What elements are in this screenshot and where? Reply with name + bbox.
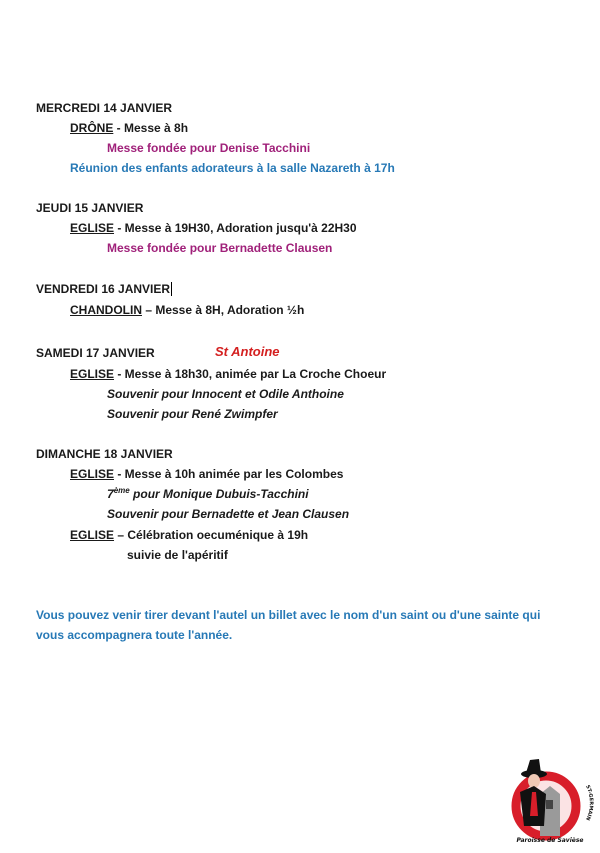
- wednesday-mass: [70, 121, 188, 135]
- saturday-mass-detail: - Messe à 18h30, animée par La Croche Choeur: [114, 367, 387, 381]
- sunday-mass-detail: - Messe à 10h animée par les Colombes: [114, 467, 344, 481]
- logo-top-text: ST-GERMAIN: [584, 784, 594, 822]
- day-header-friday: [36, 282, 172, 296]
- footer-note-line-1: Vous pouvez venir tirer devant l'autel un billet avec le nom d'un saint ou d'une sainte qui: [36, 608, 541, 622]
- thursday-intention: Messe fondée pour Bernadette Clausen: [107, 241, 333, 255]
- footer-note-line-2: vous accompagnera toute l'année.: [36, 628, 233, 642]
- day-header-wednesday: MERCREDI 14 JANVIER: [36, 101, 173, 115]
- day-header-friday-text: VENDREDI 16 JANVIER: [36, 282, 171, 296]
- thursday-mass-detail: - Messe à 19H30, Adoration jusqu'à 22H30: [114, 221, 357, 235]
- thursday-mass: [70, 221, 357, 235]
- seventh-text: pour Monique Dubuis-Tacchini: [129, 487, 309, 501]
- saturday-souvenir-1: Souvenir pour Innocent et Odile Anthoine: [107, 387, 344, 401]
- place-eglise: EGLISE: [70, 221, 115, 235]
- day-header-thursday: JEUDI 15 JANVIER: [36, 201, 144, 215]
- friday-mass: [70, 303, 304, 317]
- day-header-sunday: DIMANCHE 18 JANVIER: [36, 447, 173, 461]
- place-chandolin: CHANDOLIN: [70, 303, 142, 317]
- sunday-celebration-aperitif: suivie de l'apéritif: [127, 548, 228, 562]
- sunday-souvenir: Souvenir pour Bernadette et Jean Clausen: [107, 507, 350, 521]
- saturday-souvenir-2: Souvenir pour René Zwimpfer: [107, 407, 278, 421]
- seventh-number: 7: [107, 487, 114, 501]
- saint-of-day: St Antoine: [215, 344, 280, 359]
- saint-face: [528, 774, 540, 788]
- place-eglise: EGLISE: [70, 467, 115, 481]
- saint-hat-icon: [526, 759, 541, 773]
- logo-bottom-text: Paroisse de Savièse: [516, 837, 584, 844]
- sunday-mass: [70, 467, 343, 481]
- tower-window-icon: [546, 800, 553, 809]
- day-header-saturday: SAMEDI 17 JANVIER: [36, 346, 155, 360]
- wednesday-note: Réunion des enfants adorateurs à la salle Nazareth à 17h: [70, 161, 395, 175]
- seventh-suffix: ème: [113, 486, 130, 495]
- place-drone: DRÔNE: [70, 121, 114, 135]
- sunday-celebration: [70, 528, 308, 542]
- place-eglise: EGLISE: [70, 367, 115, 381]
- wednesday-intention: Messe fondée pour Denise Tacchini: [107, 141, 311, 155]
- parish-logo: [506, 756, 594, 844]
- sunday-seventh: [107, 487, 309, 501]
- sunday-celebration-detail: – Célébration oecuménique à 19h: [114, 528, 309, 542]
- wednesday-mass-detail: - Messe à 8h: [113, 121, 189, 135]
- place-eglise: EGLISE: [70, 528, 115, 542]
- friday-mass-detail: – Messe à 8H, Adoration ½h: [142, 303, 305, 317]
- saturday-mass: [70, 367, 386, 381]
